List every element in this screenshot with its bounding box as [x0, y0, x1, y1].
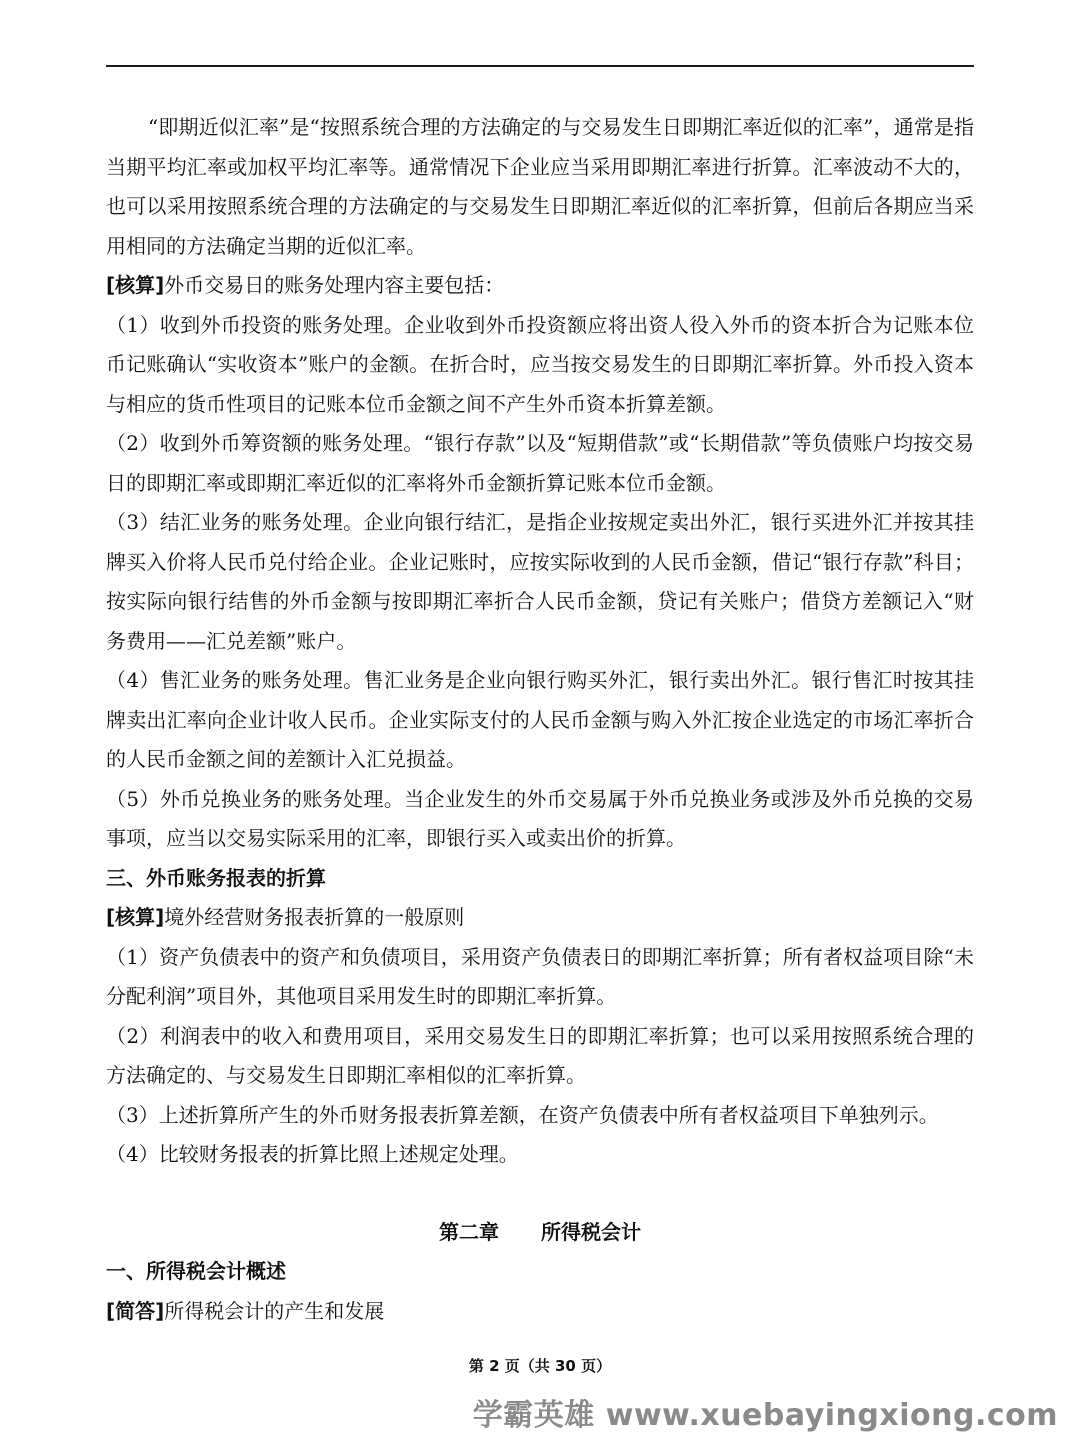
- list-item: （3）上述折算所产生的外币财务报表折算差额，在资产负债表中所有者权益项目下单独列示。: [106, 1102, 939, 1127]
- header-rule: [106, 65, 974, 67]
- document-body: [106, 108, 974, 1331]
- paragraph-accounting-intro: [106, 266, 974, 306]
- tag-label: [核算]: [106, 273, 165, 297]
- paragraph-approx-rate: “即期近似汇率”是“按照系统合理的方法确定的与交易发生日即期汇率近似的汇率”，通常是指当期平均汇率或加权平均汇率等。通常情况下企业应当采用即期汇率进行折算。汇率波动不大的，也可以采用按照系统合理的方法确定的与交易发生日即期汇率近似的汇率折算，但前后各期应当采用相同的方法确定当期的近似汇率。: [106, 115, 974, 258]
- chapter-title: [106, 1213, 974, 1253]
- paragraph-text: 所得税会计的产生和发展: [164, 1298, 385, 1323]
- list-item: （5）外币兑换业务的账务处理。当企业发生的外币交易属于外币兑换业务或涉及外币兑换的交易事项，应当以交易实际采用的汇率，即银行买入或卖出价的折算。: [106, 786, 974, 850]
- list-item: （2）利润表中的收入和费用项目，采用交易发生日的即期汇率折算；也可以采用按照系统合理的方法确定的、与交易发生日即期汇率相似的汇率折算。: [106, 1023, 974, 1087]
- tag-label: [核算]: [106, 905, 165, 929]
- section-heading: 一、所得税会计概述: [106, 1259, 286, 1283]
- list-item: （4）售汇业务的账务处理。售汇业务是企业向银行购买外汇，银行卖出外汇。银行售汇时按其挂牌卖出汇率向企业计收人民币。企业实际支付的人民币金额与购入外汇按企业选定的市场汇率折合的人民币金额之间的差额计入汇兑损益。: [106, 668, 974, 771]
- chapter-number: 第二章: [439, 1219, 499, 1244]
- section-heading: 三、外币账务报表的折算: [106, 865, 326, 890]
- list-item: （1）收到外币投资的账务处理。企业收到外币投资额应将出资人役入外币的资本折合为记账本位币记账确认“实收资本”账户的金额。在折合时，应当按交易发生的日即期汇率折算。外币投入资本与相应的货币性项目的记账本位币金额之间不产生外币资本折算差额。: [106, 312, 974, 416]
- paragraph-text: 境外经营财务报表折算的一般原则: [164, 905, 465, 929]
- watermark: 学霸英雄 www.xuebayingxiong.com: [472, 1398, 1058, 1433]
- list-item: （1）资产负债表中的资产和负债项目，采用资产负债表日的即期汇率折算；所有者权益项目除“未分配利润”项目外，其他项目采用发生时的即期汇率折算。: [106, 944, 974, 1008]
- tag-label: [简答]: [106, 1298, 165, 1323]
- list-item: （3）结汇业务的账务处理。企业向银行结汇，是指企业按规定卖出外汇，银行买进外汇并按其挂牌买入价将人民币兑付给企业。企业记账时，应按实际收到的人民币金额，借记“银行存款”科目；按实际向银行结售的外币金额与按即期汇率折合人民币金额，贷记有关账户；借贷方差额记入“财务费用——汇兑差额”账户。: [106, 510, 974, 653]
- list-item: （4）比较财务报表的折算比照上述规定处理。: [106, 1142, 519, 1166]
- paragraph-short-answer: [106, 1292, 974, 1332]
- page-number: 第 2 页（共 30 页）: [468, 1357, 612, 1375]
- list-item: （2）收到外币筹资额的账务处理。“银行存款”以及“短期借款”或“长期借款”等负债账户均按交易日的即期汇率或即期汇率近似的汇率将外币金额折算记账本位币金额。: [106, 431, 974, 495]
- chapter-name: 所得税会计: [541, 1219, 641, 1244]
- paragraph-translation-principles: [106, 898, 974, 938]
- paragraph-text: 外币交易日的账务处理内容主要包括：: [164, 273, 505, 297]
